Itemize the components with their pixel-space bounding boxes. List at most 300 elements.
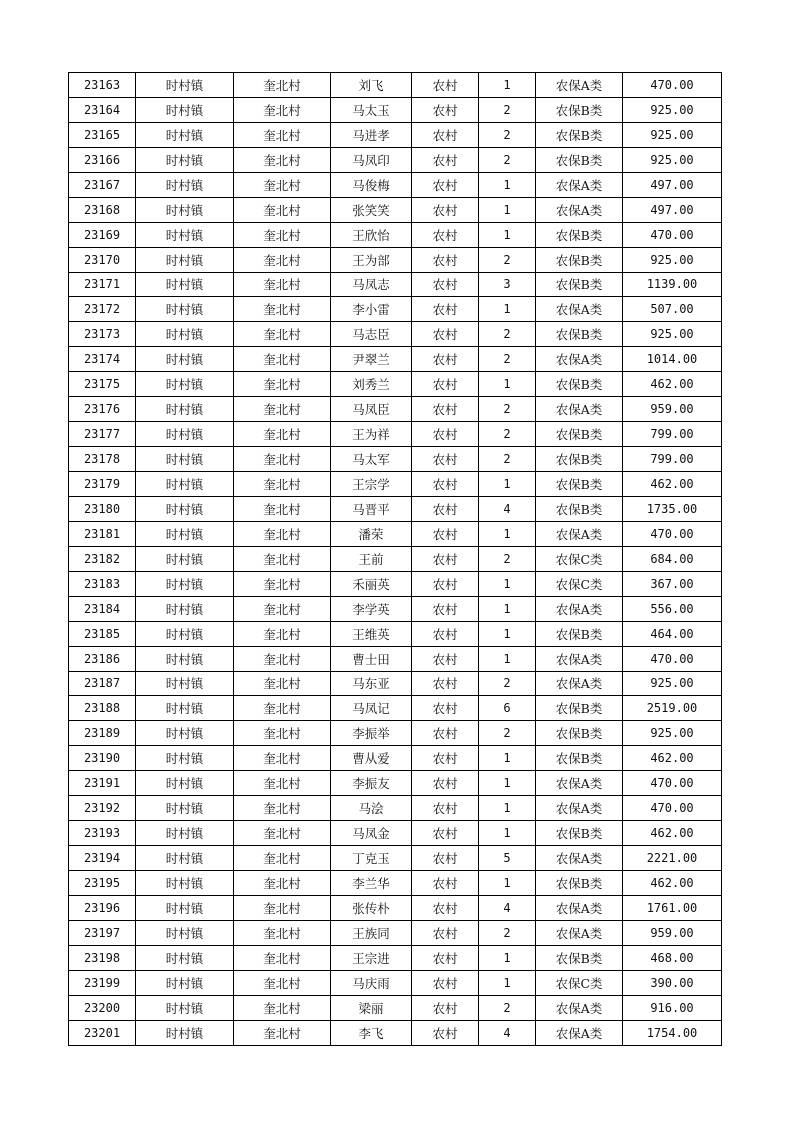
cell-id: 23176 xyxy=(69,397,136,422)
cell-id: 23171 xyxy=(69,272,136,297)
cell-category: 农保B类 xyxy=(536,447,623,472)
cell-category: 农保B类 xyxy=(536,721,623,746)
cell-id: 23188 xyxy=(69,696,136,721)
cell-category: 农保A类 xyxy=(536,197,623,222)
cell-category: 农保B类 xyxy=(536,945,623,970)
cell-id: 23170 xyxy=(69,247,136,272)
table-row xyxy=(69,895,722,920)
cell-count: 1 xyxy=(479,945,536,970)
subsidy-table xyxy=(68,72,722,1046)
cell-town: 时村镇 xyxy=(136,995,234,1020)
cell-count: 1 xyxy=(479,746,536,771)
cell-amount: 462.00 xyxy=(623,746,722,771)
table-row xyxy=(69,970,722,995)
cell-category: 农保A类 xyxy=(536,1020,623,1045)
table-row xyxy=(69,846,722,871)
cell-area: 农村 xyxy=(412,447,479,472)
cell-village: 奎北村 xyxy=(234,397,331,422)
table-row xyxy=(69,222,722,247)
cell-village: 奎北村 xyxy=(234,247,331,272)
cell-name: 尹翠兰 xyxy=(331,347,412,372)
cell-amount: 799.00 xyxy=(623,422,722,447)
cell-name: 禾丽英 xyxy=(331,571,412,596)
cell-village: 奎北村 xyxy=(234,272,331,297)
cell-area: 农村 xyxy=(412,297,479,322)
cell-amount: 556.00 xyxy=(623,596,722,621)
cell-id: 23194 xyxy=(69,846,136,871)
table-row xyxy=(69,696,722,721)
cell-category: 农保B类 xyxy=(536,821,623,846)
cell-amount: 507.00 xyxy=(623,297,722,322)
cell-amount: 470.00 xyxy=(623,521,722,546)
cell-name: 王欣怡 xyxy=(331,222,412,247)
cell-id: 23167 xyxy=(69,172,136,197)
cell-village: 奎北村 xyxy=(234,546,331,571)
cell-area: 农村 xyxy=(412,247,479,272)
cell-area: 农村 xyxy=(412,895,479,920)
cell-category: 农保A类 xyxy=(536,73,623,98)
cell-town: 时村镇 xyxy=(136,646,234,671)
cell-category: 农保A类 xyxy=(536,995,623,1020)
cell-town: 时村镇 xyxy=(136,322,234,347)
cell-town: 时村镇 xyxy=(136,621,234,646)
cell-village: 奎北村 xyxy=(234,596,331,621)
cell-id: 23169 xyxy=(69,222,136,247)
table-row xyxy=(69,147,722,172)
cell-town: 时村镇 xyxy=(136,920,234,945)
cell-town: 时村镇 xyxy=(136,397,234,422)
cell-id: 23190 xyxy=(69,746,136,771)
table-row xyxy=(69,821,722,846)
cell-amount: 925.00 xyxy=(623,97,722,122)
cell-count: 1 xyxy=(479,73,536,98)
cell-town: 时村镇 xyxy=(136,147,234,172)
cell-count: 4 xyxy=(479,496,536,521)
cell-amount: 468.00 xyxy=(623,945,722,970)
table-body xyxy=(69,73,722,1046)
cell-name: 李飞 xyxy=(331,1020,412,1045)
cell-village: 奎北村 xyxy=(234,846,331,871)
cell-name: 马俊梅 xyxy=(331,172,412,197)
cell-name: 李学英 xyxy=(331,596,412,621)
cell-count: 2 xyxy=(479,322,536,347)
cell-amount: 497.00 xyxy=(623,197,722,222)
cell-name: 梁丽 xyxy=(331,995,412,1020)
cell-id: 23180 xyxy=(69,496,136,521)
cell-category: 农保B类 xyxy=(536,322,623,347)
cell-amount: 925.00 xyxy=(623,122,722,147)
cell-area: 农村 xyxy=(412,546,479,571)
cell-count: 2 xyxy=(479,97,536,122)
cell-name: 马凤志 xyxy=(331,272,412,297)
cell-count: 1 xyxy=(479,197,536,222)
cell-amount: 925.00 xyxy=(623,721,722,746)
cell-count: 1 xyxy=(479,172,536,197)
cell-town: 时村镇 xyxy=(136,546,234,571)
cell-name: 王为祥 xyxy=(331,422,412,447)
cell-amount: 470.00 xyxy=(623,646,722,671)
cell-village: 奎北村 xyxy=(234,521,331,546)
cell-area: 农村 xyxy=(412,397,479,422)
cell-id: 23185 xyxy=(69,621,136,646)
table-row xyxy=(69,73,722,98)
cell-village: 奎北村 xyxy=(234,73,331,98)
table-row xyxy=(69,920,722,945)
cell-village: 奎北村 xyxy=(234,970,331,995)
cell-name: 曹从爱 xyxy=(331,746,412,771)
table-row xyxy=(69,422,722,447)
table-row xyxy=(69,372,722,397)
cell-count: 1 xyxy=(479,796,536,821)
cell-village: 奎北村 xyxy=(234,322,331,347)
cell-area: 农村 xyxy=(412,73,479,98)
cell-name: 刘飞 xyxy=(331,73,412,98)
cell-area: 农村 xyxy=(412,671,479,696)
cell-town: 时村镇 xyxy=(136,746,234,771)
cell-category: 农保B类 xyxy=(536,272,623,297)
cell-village: 奎北村 xyxy=(234,372,331,397)
cell-category: 农保C类 xyxy=(536,571,623,596)
cell-count: 2 xyxy=(479,721,536,746)
cell-category: 农保A类 xyxy=(536,920,623,945)
cell-town: 时村镇 xyxy=(136,945,234,970)
cell-category: 农保C类 xyxy=(536,546,623,571)
cell-village: 奎北村 xyxy=(234,696,331,721)
cell-name: 王宗学 xyxy=(331,472,412,497)
cell-count: 2 xyxy=(479,447,536,472)
cell-name: 马浍 xyxy=(331,796,412,821)
cell-category: 农保B类 xyxy=(536,122,623,147)
cell-count: 1 xyxy=(479,297,536,322)
cell-town: 时村镇 xyxy=(136,372,234,397)
table-row xyxy=(69,1020,722,1045)
cell-id: 23201 xyxy=(69,1020,136,1045)
cell-town: 时村镇 xyxy=(136,73,234,98)
cell-id: 23186 xyxy=(69,646,136,671)
cell-count: 1 xyxy=(479,871,536,896)
table-row xyxy=(69,347,722,372)
cell-category: 农保B类 xyxy=(536,871,623,896)
cell-category: 农保A类 xyxy=(536,796,623,821)
cell-town: 时村镇 xyxy=(136,172,234,197)
cell-area: 农村 xyxy=(412,322,479,347)
table-row xyxy=(69,596,722,621)
table-row xyxy=(69,97,722,122)
cell-village: 奎北村 xyxy=(234,472,331,497)
cell-category: 农保B类 xyxy=(536,147,623,172)
cell-village: 奎北村 xyxy=(234,122,331,147)
cell-town: 时村镇 xyxy=(136,472,234,497)
table-row xyxy=(69,796,722,821)
cell-area: 农村 xyxy=(412,571,479,596)
table-row xyxy=(69,945,722,970)
cell-area: 农村 xyxy=(412,621,479,646)
cell-category: 农保A类 xyxy=(536,347,623,372)
cell-name: 李振友 xyxy=(331,771,412,796)
cell-amount: 470.00 xyxy=(623,73,722,98)
cell-area: 农村 xyxy=(412,596,479,621)
cell-name: 马晋平 xyxy=(331,496,412,521)
cell-id: 23193 xyxy=(69,821,136,846)
cell-area: 农村 xyxy=(412,920,479,945)
cell-count: 1 xyxy=(479,222,536,247)
cell-count: 1 xyxy=(479,821,536,846)
cell-area: 农村 xyxy=(412,771,479,796)
cell-amount: 462.00 xyxy=(623,821,722,846)
cell-category: 农保A类 xyxy=(536,297,623,322)
cell-id: 23163 xyxy=(69,73,136,98)
cell-count: 2 xyxy=(479,247,536,272)
cell-id: 23172 xyxy=(69,297,136,322)
cell-village: 奎北村 xyxy=(234,422,331,447)
cell-id: 23192 xyxy=(69,796,136,821)
cell-town: 时村镇 xyxy=(136,521,234,546)
cell-town: 时村镇 xyxy=(136,895,234,920)
cell-category: 农保A类 xyxy=(536,895,623,920)
cell-town: 时村镇 xyxy=(136,796,234,821)
cell-amount: 916.00 xyxy=(623,995,722,1020)
cell-town: 时村镇 xyxy=(136,197,234,222)
cell-id: 23191 xyxy=(69,771,136,796)
cell-town: 时村镇 xyxy=(136,571,234,596)
table-row xyxy=(69,447,722,472)
cell-name: 曹士田 xyxy=(331,646,412,671)
cell-town: 时村镇 xyxy=(136,846,234,871)
cell-id: 23200 xyxy=(69,995,136,1020)
cell-amount: 1754.00 xyxy=(623,1020,722,1045)
cell-id: 23165 xyxy=(69,122,136,147)
table-row xyxy=(69,297,722,322)
cell-category: 农保B类 xyxy=(536,372,623,397)
table-row xyxy=(69,746,722,771)
cell-id: 23199 xyxy=(69,970,136,995)
table-row xyxy=(69,247,722,272)
cell-village: 奎北村 xyxy=(234,796,331,821)
cell-town: 时村镇 xyxy=(136,1020,234,1045)
table-row xyxy=(69,771,722,796)
cell-amount: 684.00 xyxy=(623,546,722,571)
cell-town: 时村镇 xyxy=(136,447,234,472)
cell-id: 23195 xyxy=(69,871,136,896)
cell-amount: 1014.00 xyxy=(623,347,722,372)
cell-id: 23198 xyxy=(69,945,136,970)
cell-category: 农保A类 xyxy=(536,646,623,671)
cell-name: 马太军 xyxy=(331,447,412,472)
cell-count: 2 xyxy=(479,147,536,172)
cell-area: 农村 xyxy=(412,172,479,197)
cell-area: 农村 xyxy=(412,995,479,1020)
cell-town: 时村镇 xyxy=(136,97,234,122)
cell-category: 农保B类 xyxy=(536,746,623,771)
cell-area: 农村 xyxy=(412,496,479,521)
cell-category: 农保B类 xyxy=(536,97,623,122)
table-row xyxy=(69,871,722,896)
cell-town: 时村镇 xyxy=(136,247,234,272)
table-row xyxy=(69,646,722,671)
cell-name: 马凤臣 xyxy=(331,397,412,422)
cell-village: 奎北村 xyxy=(234,621,331,646)
cell-area: 农村 xyxy=(412,372,479,397)
cell-name: 马进孝 xyxy=(331,122,412,147)
cell-area: 农村 xyxy=(412,422,479,447)
cell-amount: 470.00 xyxy=(623,771,722,796)
table-row xyxy=(69,721,722,746)
table-row xyxy=(69,172,722,197)
cell-count: 5 xyxy=(479,846,536,871)
cell-area: 农村 xyxy=(412,746,479,771)
table-row xyxy=(69,397,722,422)
cell-area: 农村 xyxy=(412,871,479,896)
cell-name: 丁克玉 xyxy=(331,846,412,871)
cell-village: 奎北村 xyxy=(234,222,331,247)
table-row xyxy=(69,995,722,1020)
cell-category: 农保A类 xyxy=(536,771,623,796)
cell-id: 23174 xyxy=(69,347,136,372)
cell-village: 奎北村 xyxy=(234,945,331,970)
cell-id: 23197 xyxy=(69,920,136,945)
cell-id: 23166 xyxy=(69,147,136,172)
table-row xyxy=(69,122,722,147)
cell-id: 23187 xyxy=(69,671,136,696)
cell-count: 3 xyxy=(479,272,536,297)
cell-village: 奎北村 xyxy=(234,995,331,1020)
cell-count: 2 xyxy=(479,920,536,945)
cell-town: 时村镇 xyxy=(136,821,234,846)
cell-town: 时村镇 xyxy=(136,496,234,521)
cell-amount: 462.00 xyxy=(623,871,722,896)
cell-id: 23182 xyxy=(69,546,136,571)
table-row xyxy=(69,671,722,696)
cell-name: 王前 xyxy=(331,546,412,571)
cell-amount: 925.00 xyxy=(623,322,722,347)
cell-count: 4 xyxy=(479,895,536,920)
cell-id: 23189 xyxy=(69,721,136,746)
cell-category: 农保B类 xyxy=(536,247,623,272)
cell-town: 时村镇 xyxy=(136,272,234,297)
cell-area: 农村 xyxy=(412,646,479,671)
cell-name: 马东亚 xyxy=(331,671,412,696)
table-row xyxy=(69,496,722,521)
cell-amount: 462.00 xyxy=(623,472,722,497)
cell-village: 奎北村 xyxy=(234,721,331,746)
cell-village: 奎北村 xyxy=(234,172,331,197)
cell-count: 4 xyxy=(479,1020,536,1045)
cell-town: 时村镇 xyxy=(136,347,234,372)
cell-area: 农村 xyxy=(412,721,479,746)
cell-amount: 2221.00 xyxy=(623,846,722,871)
cell-area: 农村 xyxy=(412,347,479,372)
cell-amount: 959.00 xyxy=(623,920,722,945)
cell-town: 时村镇 xyxy=(136,222,234,247)
cell-name: 李小雷 xyxy=(331,297,412,322)
cell-name: 刘秀兰 xyxy=(331,372,412,397)
cell-id: 23184 xyxy=(69,596,136,621)
cell-area: 农村 xyxy=(412,222,479,247)
cell-amount: 1735.00 xyxy=(623,496,722,521)
cell-id: 23173 xyxy=(69,322,136,347)
cell-category: 农保B类 xyxy=(536,422,623,447)
cell-id: 23183 xyxy=(69,571,136,596)
cell-name: 李兰华 xyxy=(331,871,412,896)
cell-count: 2 xyxy=(479,422,536,447)
cell-count: 2 xyxy=(479,397,536,422)
cell-amount: 470.00 xyxy=(623,222,722,247)
cell-count: 2 xyxy=(479,122,536,147)
cell-village: 奎北村 xyxy=(234,147,331,172)
cell-village: 奎北村 xyxy=(234,1020,331,1045)
cell-village: 奎北村 xyxy=(234,646,331,671)
cell-amount: 470.00 xyxy=(623,796,722,821)
cell-count: 1 xyxy=(479,571,536,596)
cell-area: 农村 xyxy=(412,796,479,821)
cell-count: 6 xyxy=(479,696,536,721)
cell-amount: 1761.00 xyxy=(623,895,722,920)
table-row xyxy=(69,472,722,497)
cell-count: 1 xyxy=(479,646,536,671)
cell-area: 农村 xyxy=(412,472,479,497)
cell-area: 农村 xyxy=(412,1020,479,1045)
cell-name: 李振举 xyxy=(331,721,412,746)
cell-area: 农村 xyxy=(412,122,479,147)
cell-amount: 925.00 xyxy=(623,147,722,172)
cell-category: 农保B类 xyxy=(536,472,623,497)
cell-name: 马凤金 xyxy=(331,821,412,846)
cell-area: 农村 xyxy=(412,197,479,222)
cell-area: 农村 xyxy=(412,821,479,846)
cell-village: 奎北村 xyxy=(234,746,331,771)
table-row xyxy=(69,272,722,297)
cell-count: 2 xyxy=(479,546,536,571)
cell-id: 23196 xyxy=(69,895,136,920)
cell-village: 奎北村 xyxy=(234,347,331,372)
cell-count: 1 xyxy=(479,372,536,397)
cell-amount: 497.00 xyxy=(623,172,722,197)
cell-village: 奎北村 xyxy=(234,97,331,122)
cell-category: 农保B类 xyxy=(536,696,623,721)
cell-village: 奎北村 xyxy=(234,821,331,846)
cell-amount: 367.00 xyxy=(623,571,722,596)
table-row xyxy=(69,521,722,546)
cell-category: 农保B类 xyxy=(536,621,623,646)
cell-village: 奎北村 xyxy=(234,920,331,945)
cell-town: 时村镇 xyxy=(136,696,234,721)
table-row xyxy=(69,197,722,222)
cell-name: 王族同 xyxy=(331,920,412,945)
cell-id: 23168 xyxy=(69,197,136,222)
cell-area: 农村 xyxy=(412,97,479,122)
cell-name: 马凤记 xyxy=(331,696,412,721)
cell-name: 张笑笑 xyxy=(331,197,412,222)
cell-id: 23178 xyxy=(69,447,136,472)
cell-village: 奎北村 xyxy=(234,197,331,222)
table-row xyxy=(69,546,722,571)
cell-village: 奎北村 xyxy=(234,297,331,322)
cell-category: 农保B类 xyxy=(536,496,623,521)
cell-village: 奎北村 xyxy=(234,447,331,472)
cell-amount: 959.00 xyxy=(623,397,722,422)
cell-amount: 799.00 xyxy=(623,447,722,472)
cell-amount: 464.00 xyxy=(623,621,722,646)
cell-amount: 925.00 xyxy=(623,247,722,272)
cell-category: 农保B类 xyxy=(536,222,623,247)
cell-id: 23179 xyxy=(69,472,136,497)
cell-area: 农村 xyxy=(412,696,479,721)
cell-village: 奎北村 xyxy=(234,895,331,920)
cell-amount: 2519.00 xyxy=(623,696,722,721)
cell-count: 1 xyxy=(479,521,536,546)
cell-name: 马太玉 xyxy=(331,97,412,122)
cell-town: 时村镇 xyxy=(136,721,234,746)
